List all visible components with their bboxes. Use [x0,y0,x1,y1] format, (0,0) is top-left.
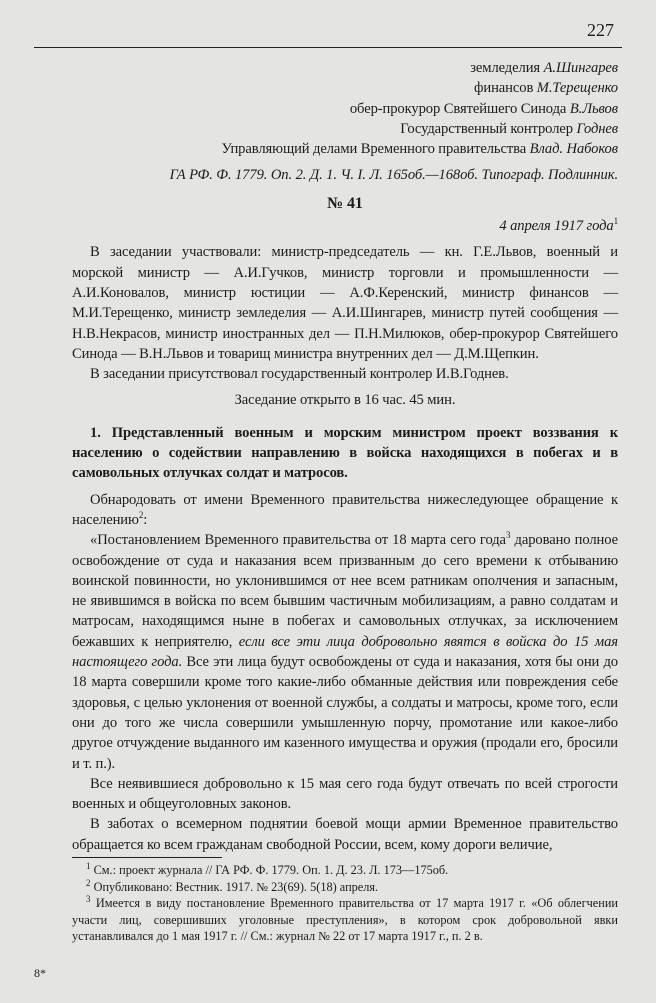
header-rule [34,47,622,48]
signature-line [72,119,618,139]
agenda-item-heading: 1. Представленный военным и морским министром проект воззвания к населению о содействии направлению в войска находящихся в побегах и в самовольных отлучках солдат и матросов. [72,424,618,482]
archive-source-reference [72,165,618,185]
footnote-ref: 2 [138,510,144,521]
publish-text: Обнародовать от имени Временного правительства нижеследующее обращение к населению [72,491,618,528]
footnote-ref: 1 [613,216,618,227]
document-number: № 41 [327,194,363,212]
signature-title: финансов [474,80,537,97]
signature-title: Государственный контролер [400,120,577,137]
printer-signature-mark: 8* [34,966,46,980]
appeal-emphasis: если все эти лица добровольно явятся в войска до 15 мая настоящего года. [72,633,618,671]
signature-name: А.Шингарев [543,60,618,76]
signature-title: земледелия [470,60,544,76]
document-date-text: 4 апреля 1917 года [499,218,614,235]
signature-line [72,99,618,119]
footnote-number: 2 [86,877,91,888]
signature-line [72,139,618,159]
signature-name: Годнев [576,120,618,137]
signature-title: Управляющий делами Временного правительства [221,141,530,158]
appeal-text: «Постановлением Временного правительства от 18 марта сего года [90,532,506,549]
footnote [72,862,618,879]
footnote-text: Опубликовано: Вестник. 1917. № 23(69). 5(18) апреля. [90,879,379,894]
footnote-text: Имеется в виду постановление Временного правительства от 17 марта 1917 г. «Об облегчении участи лиц, совершивших уголовные преступления», в котором срок добровольной явки устанавливался до 1 мая 1917 г. // См.: журнал № 22 от 17 марта 1917 г., п. 2 в. [72,896,618,943]
non-appearance-paragraph: Все неявившиеся добровольно к 15 мая сего года будут отвечать по всей строгости военных и общеуголовных законов. [72,775,618,813]
participants-paragraph: В заседании участвовали: министр-председатель — кн. Г.Е.Львов, военный и морской министр — А.И.Гучков, министр торговли и промышленности — А.И.Коновалов, министр юстиции — А.Ф.Керенский, министр финансов — М.И.Терещенко, министр земледелия — А.И.Шингарев, министр путей сообщения — Н.В.Некрасов, министр иностранных дел — П.Н.Милюков, обер-прокурор Святейшего Синода — В.Н.Львов и товарищ министра внутренних дел — Д.М.Щепкин. [72,244,618,362]
signature-name: Влад. Набоков [529,141,618,158]
signature-name: В.Львов [569,100,618,117]
appeal-text: Все эти лица будут освобождены от суда и наказания, хотя бы они до 18 марта совершили кроме того какие-либо обманные действия или повреждения себе здоровья, с целью уклонения от военной службы, а солдаты и матросы, кроме того, если они до того же числа совершили умышленную порчу, промотание или какое-либо другое отчуждение выданного им казенного имущества и оружия (продали его, бросили и т. п.). [72,654,618,772]
appeal-text: даровано полное освобождение от суда и наказания всем призванным до сего времени к отбыванию воинской повинности, но уклонившимся от нее всем ратникам ополчения и запасным, не явившимся в войска по всем бывшим частичным мобилизациям, а равно солдатам и матросам, находящимся ныне в побегах и самовольных отлучках, за исключением бежавших к неприятелю, [72,532,618,650]
publish-paragraph [72,490,618,531]
archive-source-text: ГА РФ. Ф. 1779. Оп. 2. Д. 1. Ч. I. Л. 165об.—168об. Типограф. Подлинник. [169,167,618,184]
footnotes [72,862,618,945]
signature-title: обер-прокурор Святейшего Синода [349,100,570,117]
footnote-number: 3 [86,893,91,904]
footnote [72,879,618,896]
footnote [72,895,618,945]
footnote-ref: 3 [505,530,511,541]
signature-line [72,78,618,98]
document-date [72,216,618,236]
present-paragraph: В заседании присутствовал государственный контролер И.В.Годнев. [90,366,509,383]
appeal-quote-paragraph [72,530,618,774]
publish-text-end: : [143,511,148,528]
session-opened-paragraph: Заседание открыто в 16 час. 45 мин. [234,392,456,409]
signature-line [72,58,618,78]
footnote-rule [72,857,222,858]
page-number: 227 [587,20,614,40]
footnote-text: См.: проект журнала // ГА РФ. Ф. 1779. Оп. 1. Д. 23. Л. 173—175об. [90,863,449,877]
page-content [72,58,618,855]
appeal-to-citizens-paragraph: В заботах о всемерном поднятии боевой мощи армии Временное правительство обращается ко всем гражданам свободной России, всем, кому дороги величие, [72,816,618,853]
footnote-number: 1 [86,860,91,871]
signature-name: М.Терещенко [536,80,618,97]
